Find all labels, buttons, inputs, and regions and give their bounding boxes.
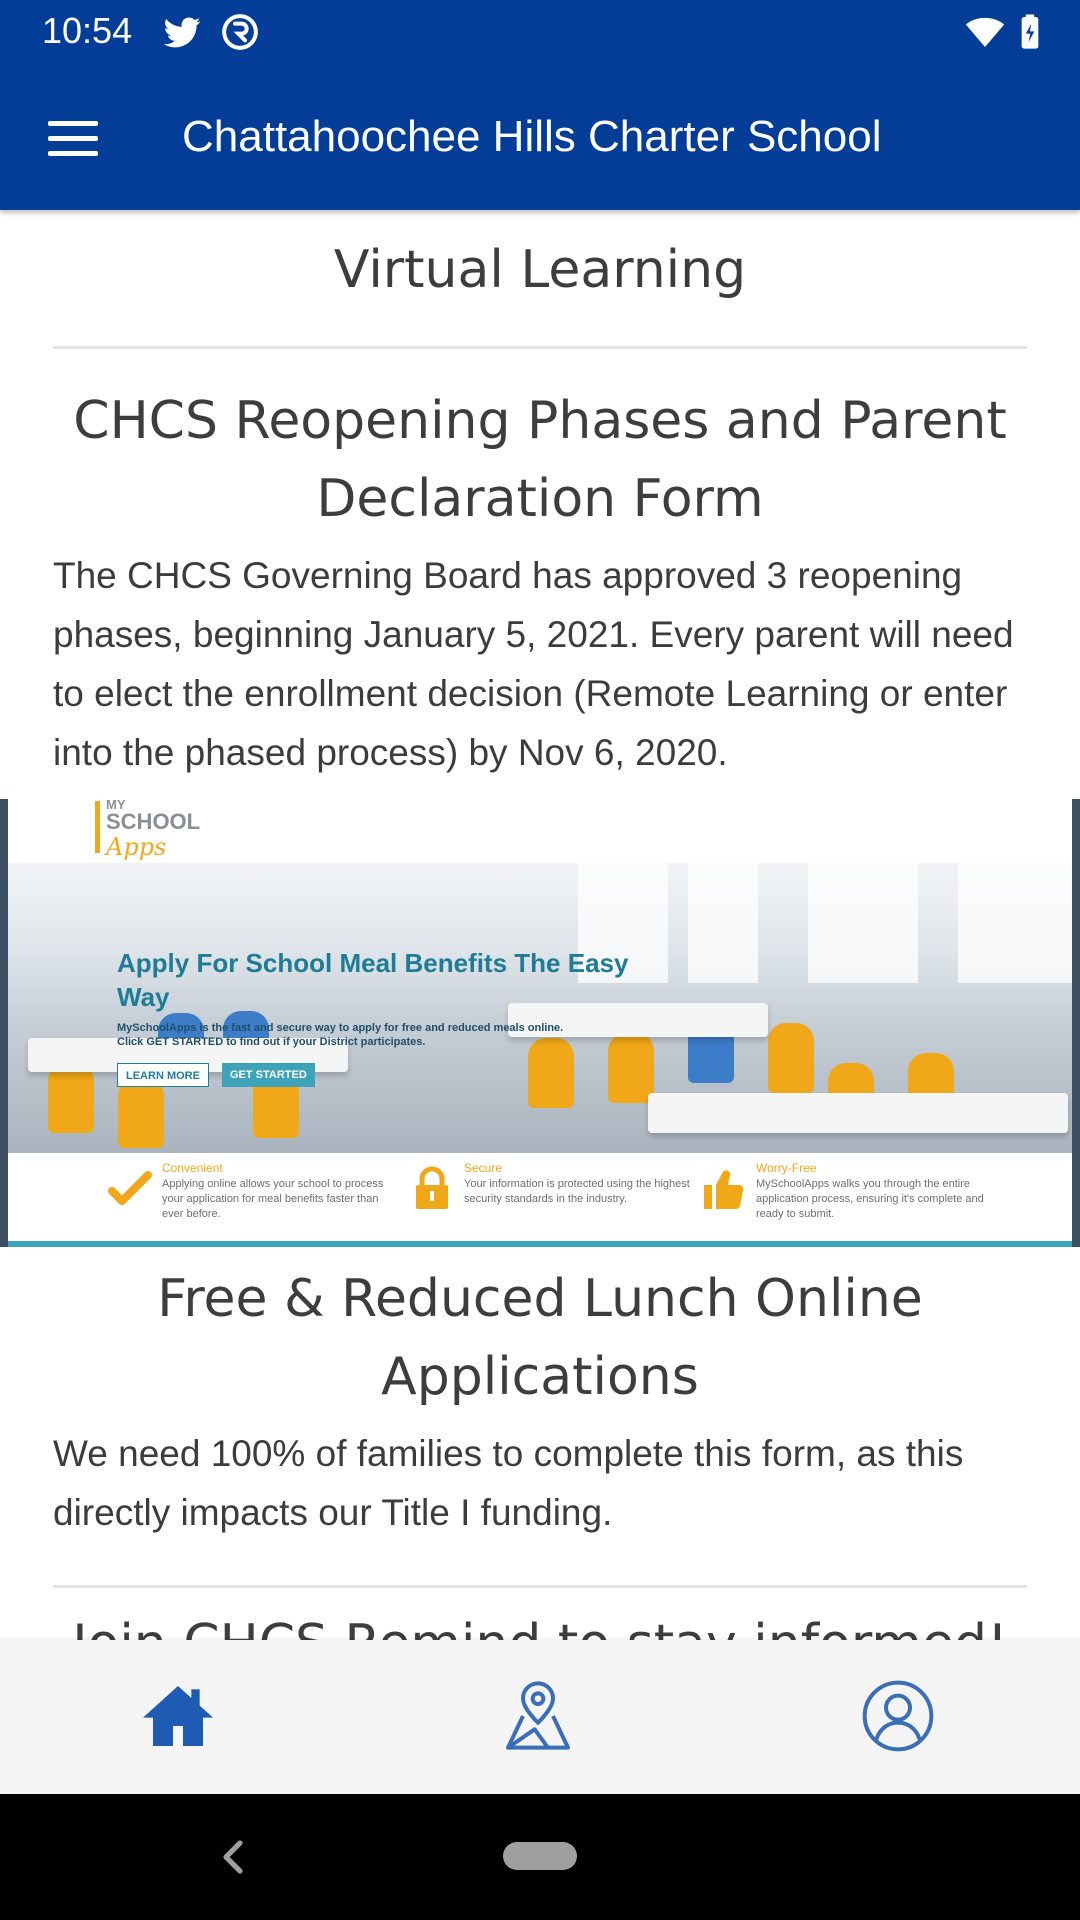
bottom-nav [0,1640,1080,1794]
divider [53,346,1027,349]
battery-charging-icon [1010,12,1050,52]
app-bar [0,64,1080,210]
feature-text: Your information is protected using the highest security standards in the industry. [464,1178,690,1205]
article-title-reopening[interactable]: CHCS Reopening Phases and Parent Declaration Form [73,391,1007,529]
wifi-icon [965,12,1005,52]
section-title: Virtual Learning [333,240,747,300]
feature-title: Secure [464,1161,503,1175]
article-title-lunch[interactable]: Free & Reduced Lunch Online Applications [157,1269,923,1407]
feature-convenient [106,1161,406,1231]
feature-title: Worry-Free [756,1161,817,1175]
logo-line2: SCHOOL [106,809,201,834]
profile-icon[interactable] [858,1676,938,1756]
feature-text: MySchoolApps walks you through the entire application process, ensuring it's complete and ready to submit. [756,1178,984,1220]
feature-text: Applying online allows your school to process your application for meal benefits faster than ever before. [162,1178,384,1220]
logo-line3: Apps [106,833,167,861]
status-time: 10:54 [42,10,133,51]
notification-icon [220,12,260,52]
home-pill-button[interactable] [503,1842,577,1870]
map-pin-icon[interactable] [498,1676,578,1756]
back-icon[interactable] [214,1832,254,1882]
twitter-icon [162,12,202,52]
logo-line1: MY [106,797,126,812]
thumbs-up-icon [700,1165,748,1213]
app-title: Chattahoochee Hills Charter School [182,112,882,161]
lock-icon [408,1165,456,1213]
system-nav-bar [0,1794,1080,1920]
article-body-reopening: The CHCS Governing Board has approved 3 reopening phases, beginning January 5, 2021. Every parent will need to elect the enrollment decision (Remote Learning or enter into the phased process) by Nov 6, 2020. [53,555,1014,773]
banner-edge-right [1072,799,1080,1247]
banner-edge-left [0,799,8,1247]
content-feed[interactable] [0,210,1080,1640]
article-body-lunch: We need 100% of families to complete this form, as this directly impacts our Title I funding. [53,1433,964,1533]
promo-description: MySchoolApps is the fast and secure way to apply for free and reduced meals online. Click GET STARTED to find out if your District participates. [117,1022,564,1048]
meal-benefits-banner[interactable] [0,799,1080,1247]
features-strip [8,1153,1072,1241]
feature-secure [408,1161,708,1231]
home-icon[interactable] [138,1676,218,1756]
feature-worry-free [700,1161,1000,1231]
logo-accent [95,801,100,853]
checkmark-icon [106,1165,154,1213]
banner-stripe [8,1241,1072,1247]
hamburger-menu-icon[interactable] [36,108,108,168]
get-started-button[interactable]: GET STARTED [222,1063,315,1087]
status-bar [0,0,1080,64]
divider [53,1585,1027,1588]
learn-more-button[interactable]: LEARN MORE [117,1063,209,1087]
promo-headline: Apply For School Meal Benefits The Easy Way [117,948,629,1012]
feature-title: Convenient [162,1161,223,1175]
